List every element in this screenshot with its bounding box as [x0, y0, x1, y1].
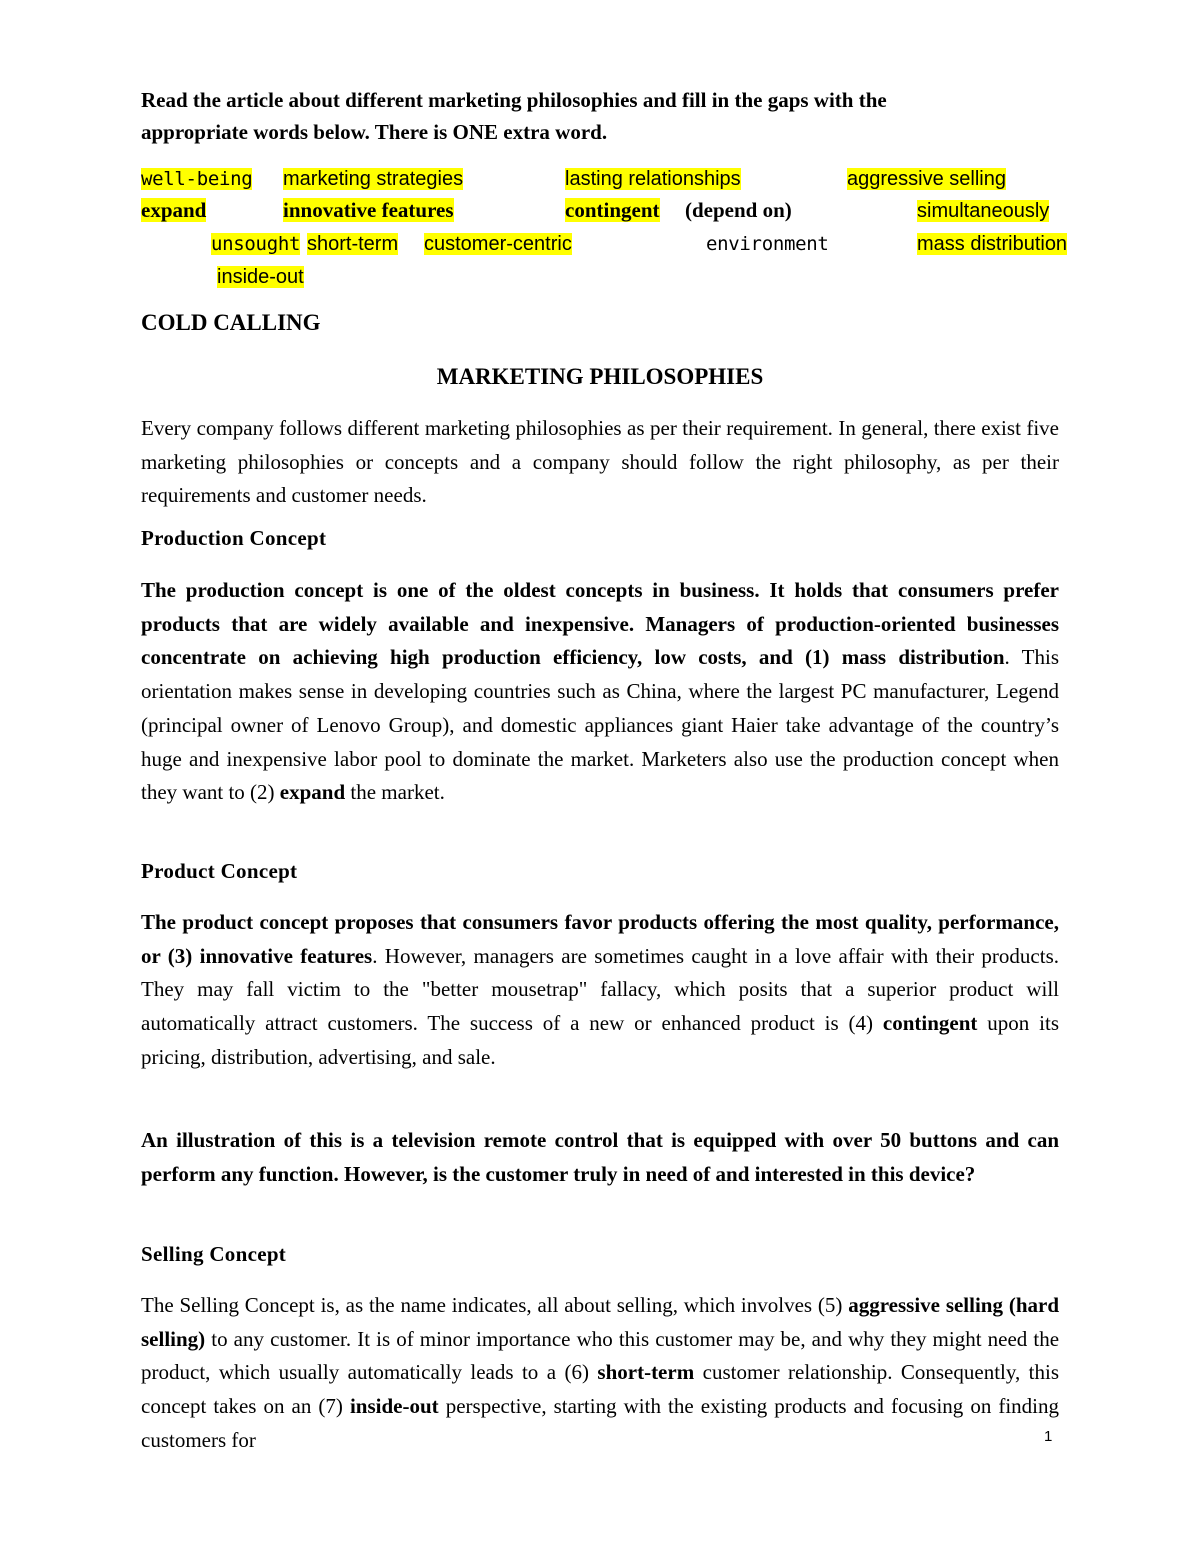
word-expand: expand	[141, 198, 207, 222]
production-heading: Production Concept	[141, 526, 327, 550]
answer-6: short-term	[597, 1360, 695, 1385]
illustration-paragraph: An illustration of this is a television remote control that is equipped with over 50 buttons and can perform any function. However, is the customer truly in need of and interested in this device?	[141, 1128, 1059, 1186]
word-lasting-relationships: lasting relationships	[565, 168, 741, 190]
word-unsought: unsought	[211, 233, 301, 255]
answer-1: mass distribution	[841, 645, 1005, 670]
answer-3: innovative features	[199, 943, 373, 968]
instructions-line-1: Read the article about different marketing philosophies and fill in the gaps with the	[141, 88, 887, 112]
selling-paragraph: The Selling Concept is, as the name indicates, all about selling, which involves (5) aggressive selling (hard selling) to any customer. It is of minor importance who this customer may be, and why they might need the product, which usually automatically leads to a (6) short-term customer relationship. Consequently, this concept takes on an (7) inside-out perspective, starting with the existing products and focusing on finding customers for	[141, 1293, 1060, 1452]
answer-5: aggressive selling	[848, 1293, 1003, 1317]
section-heading: COLD CALLING	[141, 310, 321, 335]
word-simultaneously: simultaneously	[917, 200, 1050, 222]
selling-heading: Selling Concept	[141, 1242, 287, 1266]
instructions-line-2: appropriate words below. There is ONE extra word.	[141, 120, 608, 144]
word-marketing-strategies: marketing strategies	[283, 168, 464, 190]
intro-paragraph: Every company follows different marketing philosophies as per their requirement. In general, there exist five marketing philosophies or concepts and a company should follow the right philosophy, as per their requirements and customer needs.	[141, 416, 1059, 508]
production-paragraph: The production concept is one of the oldest concepts in business. It holds that consumers prefer products that are widely available and inexpensive. Managers of production-oriented businesses concentrate on achieving high production efficiency, low costs, and (1) mass distribution. This orientation makes sense in developing countries such as China, where the largest PC manufacturer, Legend (principal owner of Lenovo Group), and domestic appliances giant Haier take advantage of the country’s huge and inexpensive labor pool to dominate the market. Marketers also use the production concept when they want to (2) expand the market.	[141, 578, 1059, 805]
word-contingent-gloss: (depend on)	[685, 198, 792, 222]
answer-7: inside-out	[349, 1394, 439, 1419]
product-heading: Product Concept	[141, 859, 298, 883]
word-environment: environment	[706, 233, 829, 255]
word-inside-out: inside-out	[217, 266, 304, 288]
word-innovative-features: innovative features	[283, 198, 454, 222]
product-paragraph: The product concept proposes that consumers favor products offering the most quality, performance, or (3) innovative features. However, managers are sometimes caught in a love affair with their products. They may fall victim to the "better mousetrap" fallacy, which posits that a superior product will automatically attract customers. The success of a new or enhanced product is (4) contingent upon its pricing, distribution, advertising, and sale.	[141, 910, 1060, 1069]
page-title: MARKETING PHILOSOPHIES	[436, 364, 764, 389]
word-short-term: short-term	[307, 233, 399, 255]
word-contingent: contingent	[565, 198, 660, 222]
word-mass-distribution: mass distribution	[917, 233, 1068, 255]
word-well-being: well-being	[141, 168, 253, 190]
answer-2: expand	[279, 780, 346, 805]
answer-4: contingent	[882, 1011, 978, 1036]
word-aggressive-selling: aggressive selling	[847, 168, 1006, 190]
page-number: 1	[1044, 1428, 1053, 1445]
word-customer-centric: customer-centric	[424, 233, 572, 255]
